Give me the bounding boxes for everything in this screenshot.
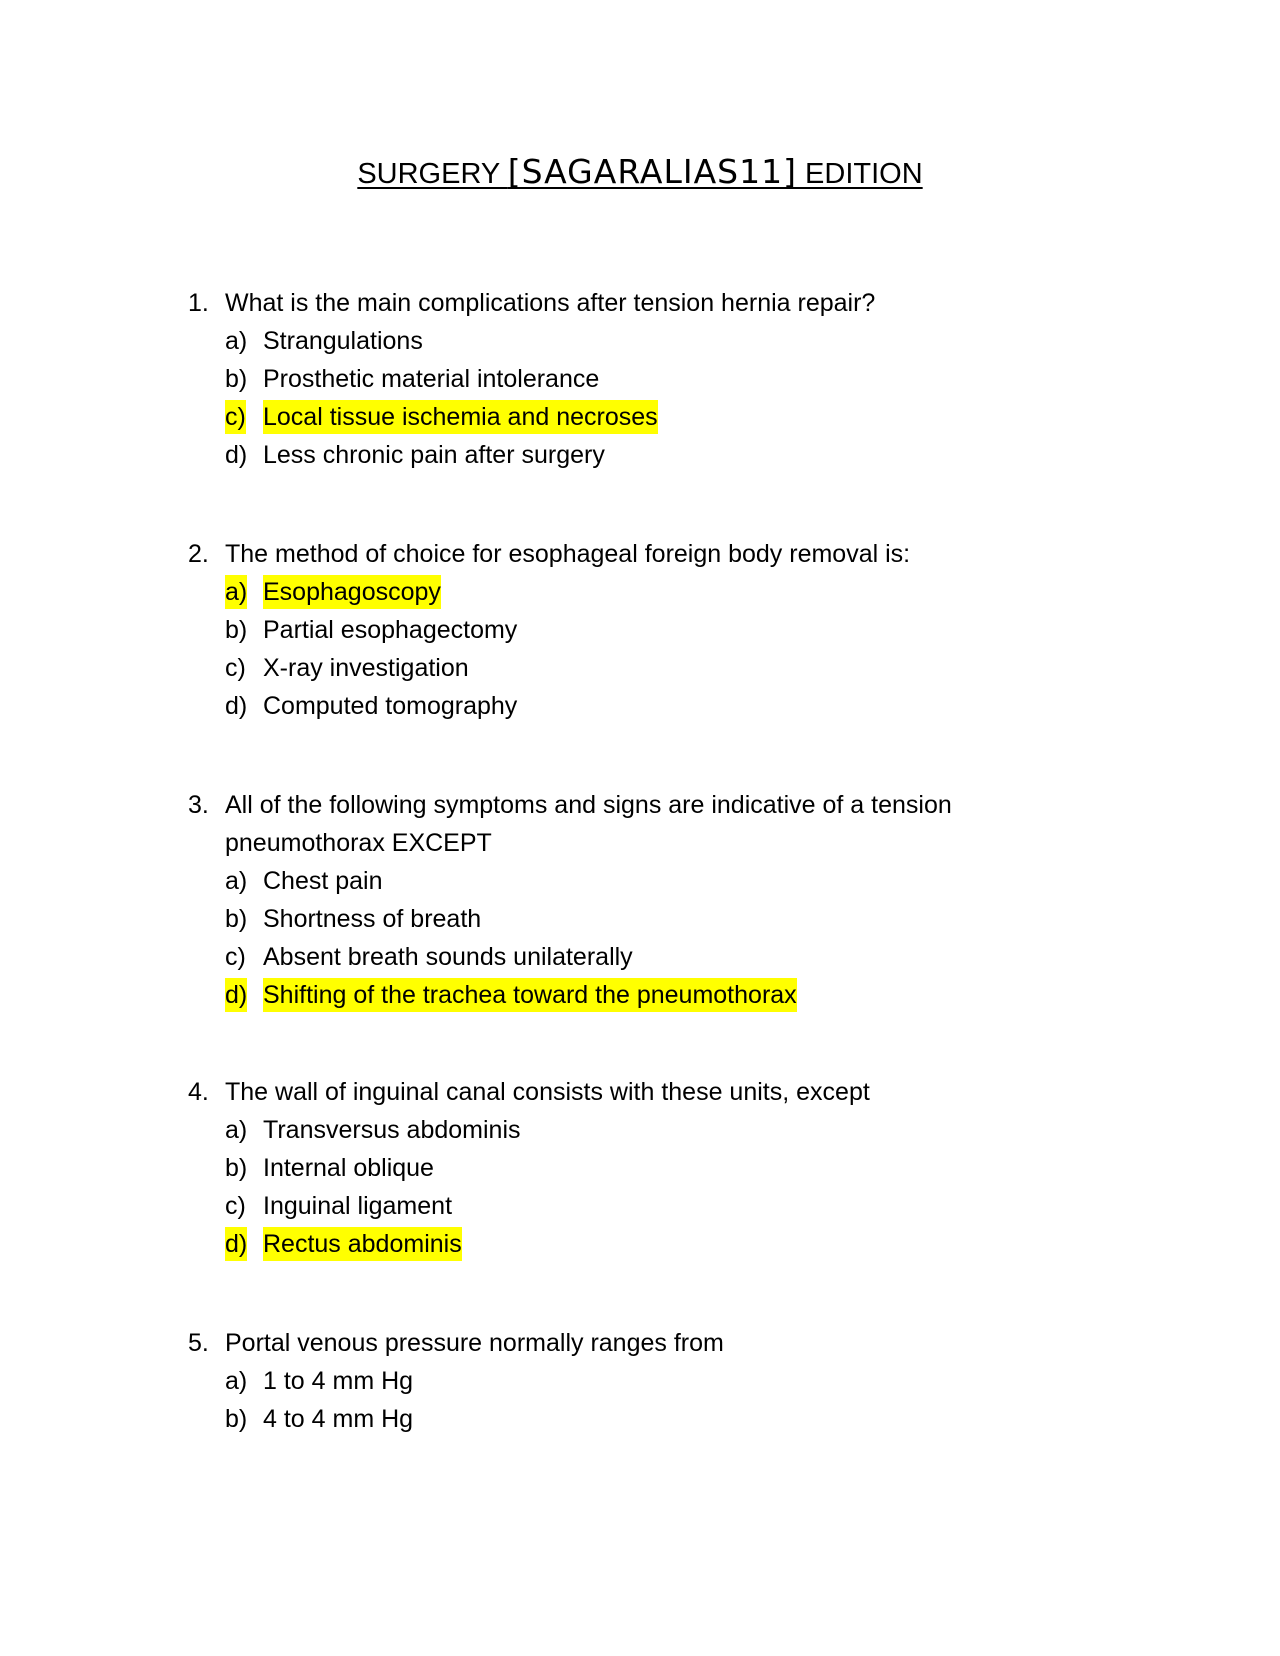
option-letter: c) [225,654,246,682]
option-letter: d) [225,441,248,469]
option-list [188,862,1018,1014]
option-list [188,1362,1088,1438]
option-letter: d) [225,978,247,1012]
question-stem [188,1073,1088,1111]
option-letter: c) [225,400,246,434]
question-stem [188,786,1018,862]
option-text: Esophagoscopy [263,575,441,609]
question-stem [188,284,1088,322]
question-1 [188,284,1088,474]
option-text: X-ray investigation [263,654,469,682]
option-b [225,360,1088,398]
option-c [225,938,1018,976]
option-a-highlighted-answer [225,573,1088,611]
option-text: Less chronic pain after surgery [263,441,605,469]
option-text: Chest pain [263,867,383,895]
question-stem [188,1324,1088,1362]
option-list [188,573,1088,725]
option-text: Shifting of the trachea toward the pneumothorax [263,978,797,1012]
option-c-highlighted-answer [225,398,1088,436]
option-letter: b) [225,616,248,644]
option-text: Internal oblique [263,1154,434,1182]
question-text: The method of choice for esophageal foreign body removal is: [225,540,911,568]
option-d [225,687,1088,725]
option-c [225,1187,1088,1225]
option-letter: a) [225,1367,248,1395]
option-b [225,900,1018,938]
question-2 [188,535,1088,725]
option-list [188,1111,1088,1263]
option-b [225,1149,1088,1187]
option-letter: a) [225,575,247,609]
question-number: 2. [188,540,209,568]
option-letter: c) [225,1192,246,1220]
option-letter: a) [225,867,248,895]
question-stem [188,535,1088,573]
option-letter: b) [225,1154,248,1182]
title-part-edition: EDITION [797,158,923,190]
option-letter: b) [225,365,248,393]
question-text: All of the following symptoms and signs are indicative of a tension pneumothorax EXCEPT [225,791,952,857]
question-number: 1. [188,289,209,317]
title-part-author: [SAGARALIAS11] [507,152,797,191]
option-text: Strangulations [263,327,423,355]
option-text: Transversus abdominis [263,1116,521,1144]
option-a [225,322,1088,360]
option-letter: b) [225,1405,248,1433]
option-text: Partial esophagectomy [263,616,518,644]
question-4 [188,1073,1088,1263]
page-title [0,152,1280,194]
option-b [225,1400,1088,1438]
option-text: Computed tomography [263,692,518,720]
option-b [225,611,1088,649]
option-text: Prosthetic material intolerance [263,365,600,393]
option-list [188,322,1088,474]
question-text: The wall of inguinal canal consists with these units, except [225,1078,870,1106]
question-number: 3. [188,791,209,819]
option-d-highlighted-answer [225,1225,1088,1263]
option-a [225,1362,1088,1400]
option-text: Absent breath sounds unilaterally [263,943,633,971]
question-5 [188,1324,1088,1438]
option-d [225,436,1088,474]
option-text: Shortness of breath [263,905,482,933]
option-text: 1 to 4 mm Hg [263,1367,414,1395]
option-letter: a) [225,1116,248,1144]
option-letter: a) [225,327,248,355]
question-number: 5. [188,1329,209,1357]
option-text: Inguinal ligament [263,1192,453,1220]
option-text: 4 to 4 mm Hg [263,1405,414,1433]
option-text: Rectus abdominis [263,1227,462,1261]
question-3 [188,786,1018,1014]
option-d-highlighted-answer [225,976,1018,1014]
option-letter: d) [225,1227,247,1261]
question-text: Portal venous pressure normally ranges from [225,1329,724,1357]
option-a [225,862,1018,900]
option-c [225,649,1088,687]
option-letter: d) [225,692,248,720]
question-text: What is the main complications after tension hernia repair? [225,289,876,317]
title-part-surgery: SURGERY [357,158,508,190]
option-letter: b) [225,905,248,933]
question-number: 4. [188,1078,209,1106]
option-a [225,1111,1088,1149]
option-letter: c) [225,943,246,971]
option-text: Local tissue ischemia and necroses [263,400,658,434]
